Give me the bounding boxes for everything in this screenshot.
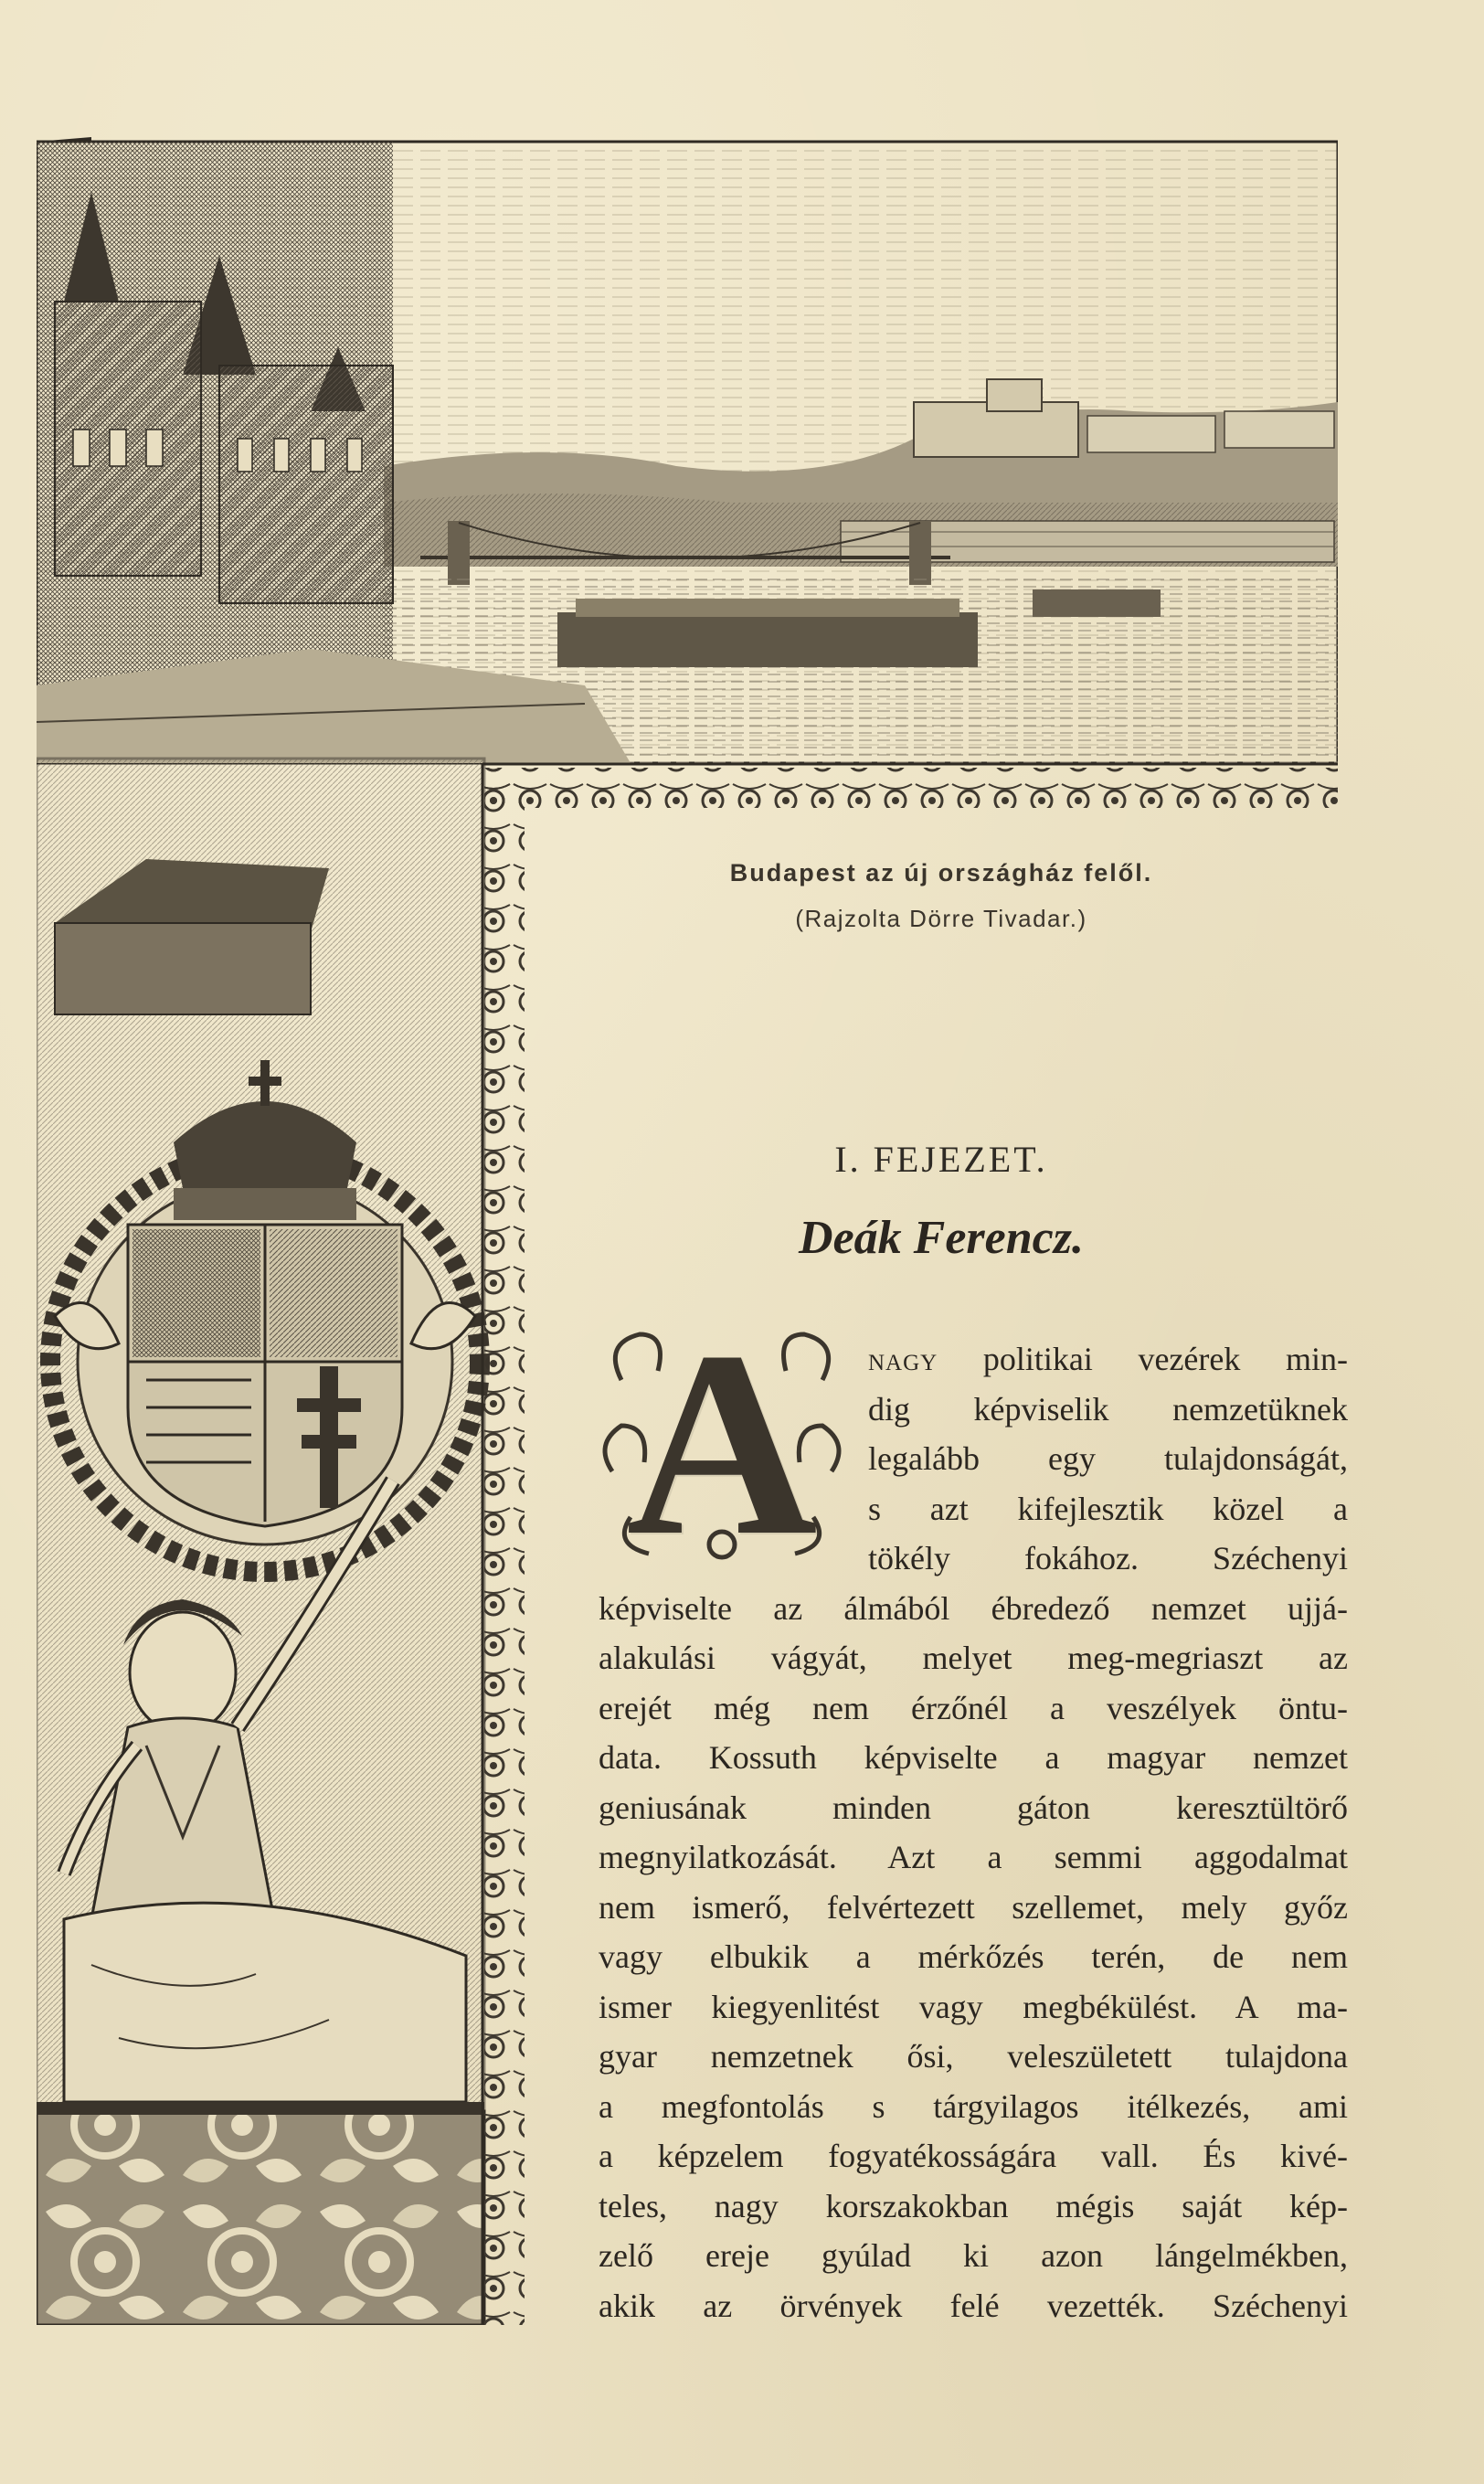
body-line: geniusának minden gáton keresztültörő	[599, 1789, 1348, 1826]
body-line: a képzelem fogyatékosságára vall. És kivé-	[599, 2138, 1348, 2174]
body-line: gyar nemzetnek ősi, veleszületett tulajdona	[599, 2038, 1348, 2075]
caption-title: Budapest az új országház felől.	[729, 859, 1153, 886]
caption-credit: (Rajzolta Dörre Tivadar.)	[795, 905, 1087, 932]
body-line: erejét még nem érzőnél a veszélyek öntu-	[599, 1689, 1348, 1726]
body-line	[868, 1334, 1348, 1385]
body-line: zelő ereje gyúlad ki azon lángelmékben,	[599, 2237, 1348, 2274]
chapter-title: Deák Ferencz.	[799, 1212, 1084, 1264]
body-line: nem ismerő, felvértezett szellemet, mely győz	[599, 1888, 1348, 1926]
body-line: akik az örvények felé vezették. Széchenyi	[599, 2287, 1348, 2324]
body-text	[599, 1334, 1348, 2330]
body-line: data. Kossuth képviselte a magyar nemzet	[599, 1739, 1348, 1776]
drop-cap-letter: A	[626, 1297, 818, 1590]
body-line: vagy elbukik a mérkőzés terén, de nem	[599, 1938, 1348, 1975]
body-line: teles, nagy korszakokban mégis saját kép-	[599, 2187, 1348, 2224]
chapter-number: I. FEJEZET.	[834, 1139, 1048, 1180]
body-line: s azt kifejlesztik közel a	[868, 1490, 1348, 1527]
body-line: megnyilatkozását. Azt a semmi aggodalmat	[599, 1839, 1348, 1875]
body-line: ismer kiegyenlitést vagy megbékülést. A ma-	[599, 1988, 1348, 2025]
body-line-text: politikai vezérek min-	[938, 1341, 1348, 1377]
body-line: képviselte az álmából ébredező nemzet ujjá-	[599, 1589, 1348, 1627]
first-word: nagy	[868, 1341, 938, 1377]
body-line: legalább egy tulajdonságát,	[868, 1440, 1348, 1477]
body-line: a megfontolás s tárgyilagos itélkezés, ami	[599, 2087, 1348, 2125]
body-line: tökély fokához. Széchenyi	[868, 1540, 1348, 1576]
body-line: alakulási vágyát, melyet meg-megriaszt az	[599, 1640, 1348, 1676]
body-line: dig képviselik nemzetüknek	[868, 1390, 1348, 1428]
